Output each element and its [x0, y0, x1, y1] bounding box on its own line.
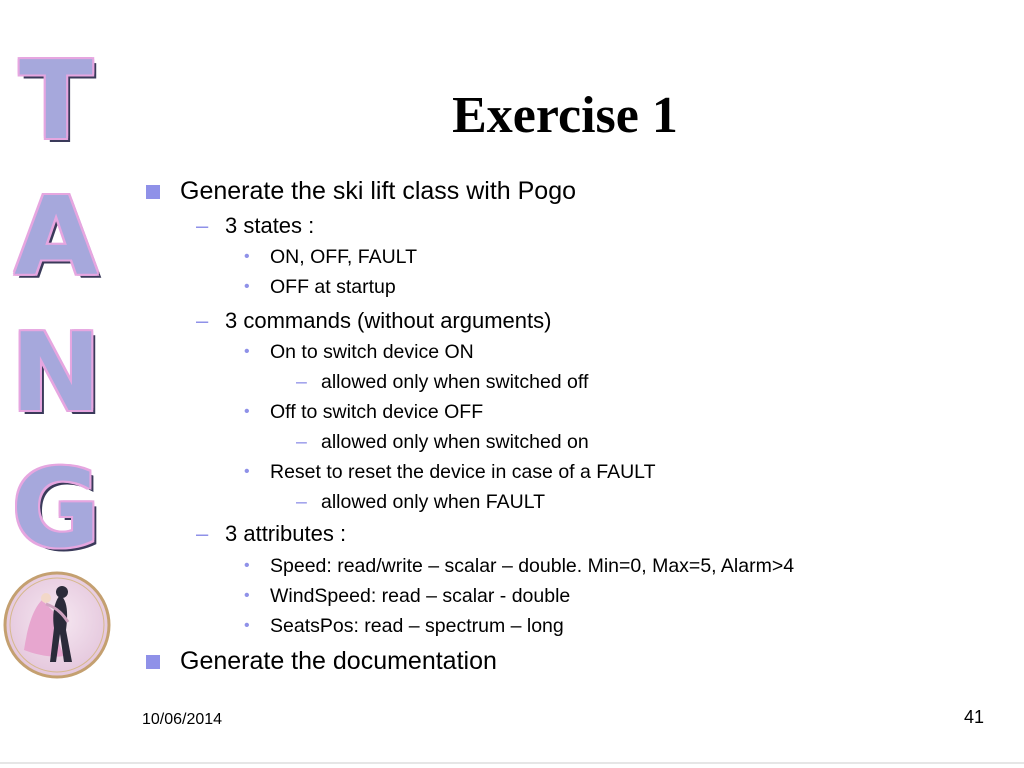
dash-bullet-icon: – — [196, 308, 209, 333]
logo-letter-n: N — [10, 311, 102, 436]
dot-bullet-icon: • — [244, 557, 250, 574]
bullet-text-level-3: On to switch device ON — [270, 341, 474, 363]
bullet-text-level-3: Reset to reset the device in case of a FAULT — [270, 461, 656, 483]
bullet-text-level-3: SeatsPos: read – spectrum – long — [270, 615, 564, 637]
bullet-text-level-3: WindSpeed: read – scalar - double — [270, 585, 571, 607]
dot-bullet-icon: • — [244, 587, 250, 604]
footer-date: 10/06/2014 — [142, 711, 223, 728]
dash-bullet-icon: – — [296, 491, 307, 513]
bullet-text-level-2: 3 attributes : — [225, 521, 347, 546]
dot-bullet-icon: • — [244, 617, 250, 634]
dash-bullet-icon: – — [296, 431, 307, 453]
bullet-text-level-4: allowed only when FAULT — [321, 491, 546, 513]
slide-title: Exercise 1 — [452, 87, 678, 144]
bullet-text-level-1: Generate the documentation — [180, 647, 497, 675]
slide-number: 41 — [964, 707, 985, 727]
bullet-text-level-4: allowed only when switched off — [321, 371, 589, 393]
bullet-text-level-2: 3 commands (without arguments) — [225, 308, 552, 333]
square-bullet-icon — [146, 185, 160, 199]
dash-bullet-icon: – — [196, 521, 209, 546]
bullet-text-level-3: Off to switch device OFF — [270, 401, 484, 423]
dash-bullet-icon: – — [296, 371, 307, 393]
bullet-text-level-4: allowed only when switched on — [321, 431, 589, 453]
dash-bullet-icon: – — [196, 213, 209, 238]
logo-letter-a: A — [14, 175, 98, 300]
bullet-text-level-3: Speed: read/write – scalar – double. Min=0, Max=5, Alarm>4 — [270, 555, 795, 577]
dancers-emblem-icon — [2, 570, 112, 680]
bullet-text-level-2: 3 states : — [225, 213, 315, 238]
dot-bullet-icon: • — [244, 463, 250, 480]
dot-bullet-icon: • — [244, 248, 250, 265]
bullet-text-level-1: Generate the ski lift class with Pogo — [180, 177, 577, 205]
bullet-text-level-3: OFF at startup — [270, 276, 396, 298]
bullet-text-level-3: ON, OFF, FAULT — [270, 246, 417, 268]
logo-letter-g: G — [11, 447, 101, 572]
square-bullet-icon — [146, 655, 160, 669]
dot-bullet-icon: • — [244, 403, 250, 420]
bottom-divider — [0, 762, 1024, 764]
logo-letter-t: T — [19, 39, 93, 164]
dot-bullet-icon: • — [244, 278, 250, 295]
dot-bullet-icon: • — [244, 343, 250, 360]
